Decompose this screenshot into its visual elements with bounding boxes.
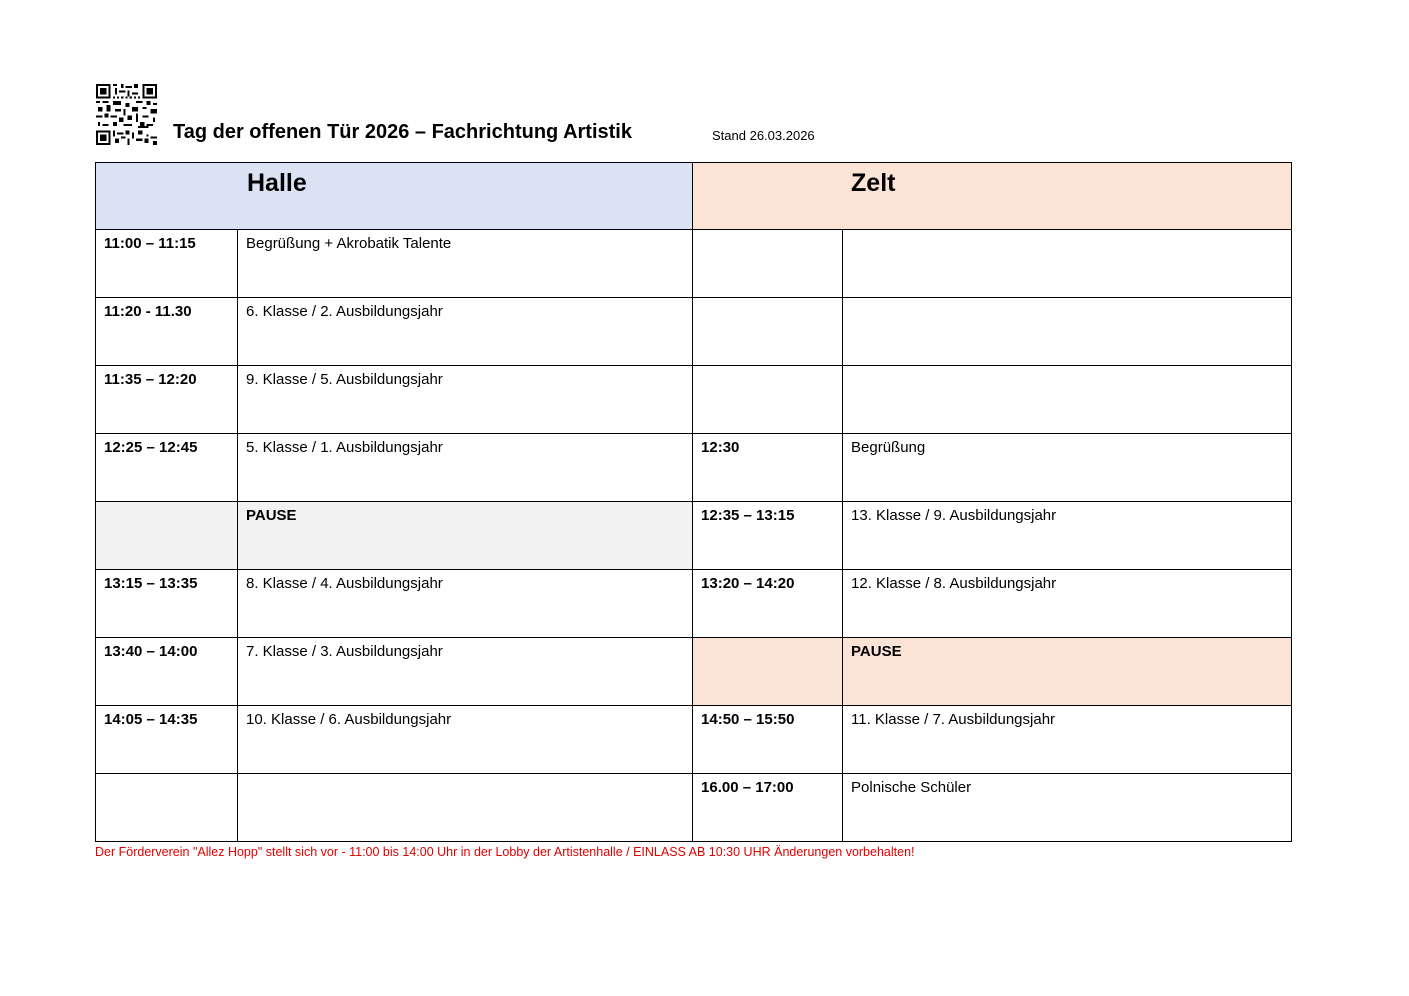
halle-event-cell: Begrüßung + Akrobatik Talente xyxy=(238,230,693,298)
stand-date: Stand 26.03.2026 xyxy=(712,128,815,143)
halle-event-cell xyxy=(238,774,693,842)
table-row xyxy=(96,706,1292,774)
halle-time-cell xyxy=(96,774,238,842)
zelt-event-cell: 13. Klasse / 9. Ausbildungsjahr xyxy=(843,502,1292,570)
halle-header: Halle xyxy=(96,163,693,230)
zelt-time-cell: 12:35 – 13:15 xyxy=(693,502,843,570)
halle-event-cell: 5. Klasse / 1. Ausbildungsjahr xyxy=(238,434,693,502)
halle-event-cell: 8. Klasse / 4. Ausbildungsjahr xyxy=(238,570,693,638)
halle-pause-cell: PAUSE xyxy=(238,502,693,570)
zelt-time-cell: 16.00 – 17:00 xyxy=(693,774,843,842)
schedule-table xyxy=(95,162,1292,842)
zelt-event-cell: Begrüßung xyxy=(843,434,1292,502)
table-row xyxy=(96,230,1292,298)
table-row xyxy=(96,298,1292,366)
halle-time-cell: 14:05 – 14:35 xyxy=(96,706,238,774)
qr-code-icon xyxy=(96,84,157,145)
table-row xyxy=(96,570,1292,638)
zelt-time-cell: 13:20 – 14:20 xyxy=(693,570,843,638)
zelt-event-cell xyxy=(843,230,1292,298)
table-row xyxy=(96,434,1292,502)
halle-time-cell: 13:40 – 14:00 xyxy=(96,638,238,706)
halle-time-cell: 13:15 – 13:35 xyxy=(96,570,238,638)
halle-event-cell: 7. Klasse / 3. Ausbildungsjahr xyxy=(238,638,693,706)
halle-event-cell: 9. Klasse / 5. Ausbildungsjahr xyxy=(238,366,693,434)
table-row xyxy=(96,638,1292,706)
halle-event-cell: 6. Klasse / 2. Ausbildungsjahr xyxy=(238,298,693,366)
zelt-event-cell: Polnische Schüler xyxy=(843,774,1292,842)
halle-time-cell: 11:00 – 11:15 xyxy=(96,230,238,298)
zelt-event-cell: 11. Klasse / 7. Ausbildungsjahr xyxy=(843,706,1292,774)
halle-time-cell xyxy=(96,502,238,570)
zelt-time-cell: 14:50 – 15:50 xyxy=(693,706,843,774)
table-row xyxy=(96,774,1292,842)
zelt-time-cell xyxy=(693,230,843,298)
footnote: Der Förderverein "Allez Hopp" stellt sich vor - 11:00 bis 14:00 Uhr in der Lobby der Artistenhalle / EINLASS AB 10:30 UHR Änderungen vorbehalten! xyxy=(95,845,915,859)
zelt-pause-cell: PAUSE xyxy=(843,638,1292,706)
table-header-row xyxy=(96,163,1292,230)
zelt-event-cell xyxy=(843,298,1292,366)
halle-event-cell: 10. Klasse / 6. Ausbildungsjahr xyxy=(238,706,693,774)
zelt-event-cell xyxy=(843,366,1292,434)
table-row xyxy=(96,366,1292,434)
zelt-time-cell xyxy=(693,366,843,434)
zelt-event-cell: 12. Klasse / 8. Ausbildungsjahr xyxy=(843,570,1292,638)
table-row xyxy=(96,502,1292,570)
halle-time-cell: 11:35 – 12:20 xyxy=(96,366,238,434)
zelt-time-cell: 12:30 xyxy=(693,434,843,502)
zelt-time-cell xyxy=(693,638,843,706)
halle-time-cell: 12:25 – 12:45 xyxy=(96,434,238,502)
halle-time-cell: 11:20 - 11.30 xyxy=(96,298,238,366)
zelt-time-cell xyxy=(693,298,843,366)
page-title: Tag der offenen Tür 2026 – Fachrichtung Artistik xyxy=(173,121,632,143)
zelt-header: Zelt xyxy=(693,163,1292,230)
